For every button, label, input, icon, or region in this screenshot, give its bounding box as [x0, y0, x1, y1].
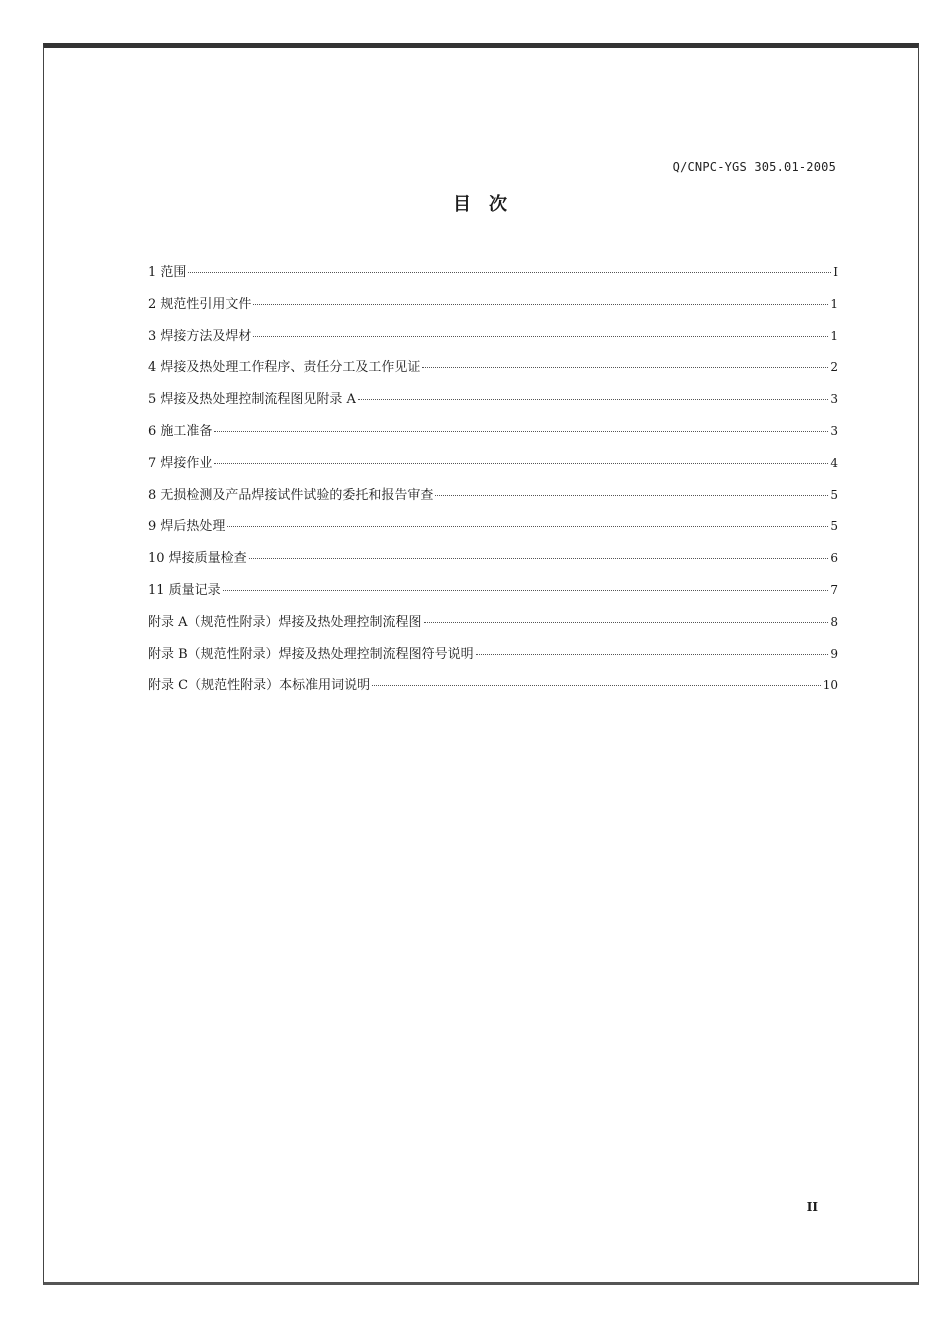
toc-dot-leader — [422, 367, 828, 368]
document-code: Q/CNPC-YGS 305.01-2005 — [672, 160, 836, 174]
toc-entry[interactable] — [148, 389, 838, 421]
toc-title: 目次 — [453, 194, 525, 215]
toc-entry-page: 7 — [830, 582, 838, 597]
toc-entry-page: 1 — [830, 296, 838, 311]
toc-entry-page: I — [833, 265, 838, 279]
toc-entry-page: 8 — [830, 614, 838, 629]
toc-entry[interactable] — [148, 612, 838, 644]
toc-dot-leader — [249, 558, 829, 559]
toc-entry-label: 附录 B（规范性附录）焊接及热处理控制流程图符号说明 — [148, 646, 474, 662]
toc-entry-label: 8 无损检测及产品焊接试件试验的委托和报告审查 — [148, 487, 434, 503]
toc-entry-page: 9 — [830, 646, 838, 661]
toc-entry[interactable] — [148, 421, 838, 453]
toc-entry[interactable] — [148, 485, 838, 517]
toc-dot-leader — [214, 431, 828, 432]
toc-dot-leader — [188, 272, 831, 273]
toc-entry[interactable] — [148, 580, 838, 612]
table-of-contents — [148, 262, 838, 707]
toc-dot-leader — [435, 495, 828, 496]
toc-entry[interactable] — [148, 262, 838, 294]
toc-entry-label: 5 焊接及热处理控制流程图见附录 A — [148, 392, 356, 408]
page-number: II — [806, 1200, 818, 1214]
toc-entry[interactable] — [148, 675, 838, 707]
toc-entry-label: 10 焊接质量检查 — [148, 551, 247, 567]
toc-entry[interactable] — [148, 357, 838, 389]
toc-entry-label: 4 焊接及热处理工作程序、责任分工及工作见证 — [148, 360, 421, 376]
toc-entry-page: 6 — [830, 551, 838, 566]
toc-entry-page: 5 — [830, 519, 838, 534]
toc-entry-page: 1 — [830, 328, 838, 343]
toc-entry[interactable] — [148, 294, 838, 326]
toc-dot-leader — [372, 685, 821, 686]
toc-dot-leader — [214, 463, 828, 464]
toc-entry[interactable] — [148, 453, 838, 485]
toc-dot-leader — [424, 622, 829, 623]
toc-entry-label: 附录 A（规范性附录）焊接及热处理控制流程图 — [148, 614, 422, 630]
toc-entry-page: 5 — [830, 487, 838, 502]
toc-entry-label: 2 规范性引用文件 — [148, 296, 252, 312]
toc-dot-leader — [358, 399, 828, 400]
toc-dot-leader — [253, 336, 828, 337]
toc-entry-label: 6 施工准备 — [148, 423, 213, 439]
document-page — [43, 43, 919, 1285]
toc-entry-label: 9 焊后热处理 — [148, 519, 226, 535]
toc-entry-label: 7 焊接作业 — [148, 455, 213, 471]
toc-entry-label: 1 范围 — [148, 265, 187, 280]
toc-dot-leader — [223, 590, 829, 591]
toc-dot-leader — [227, 526, 828, 527]
toc-dot-leader — [476, 654, 829, 655]
toc-entry-label: 附录 C（规范性附录）本标准用词说明 — [148, 678, 371, 694]
toc-entry-page: 3 — [830, 423, 838, 438]
toc-entry-page: 3 — [830, 392, 838, 407]
toc-entry-label: 3 焊接方法及焊材 — [148, 328, 252, 344]
toc-entry[interactable] — [148, 644, 838, 676]
toc-entry[interactable] — [148, 326, 838, 358]
toc-entry[interactable] — [148, 548, 838, 580]
toc-entry-page: 2 — [830, 360, 838, 375]
toc-entry[interactable] — [148, 516, 838, 548]
toc-entry-page: 4 — [830, 455, 838, 470]
toc-entry-label: 11 质量记录 — [148, 582, 221, 598]
toc-dot-leader — [253, 304, 828, 305]
toc-entry-page: 10 — [822, 678, 838, 693]
